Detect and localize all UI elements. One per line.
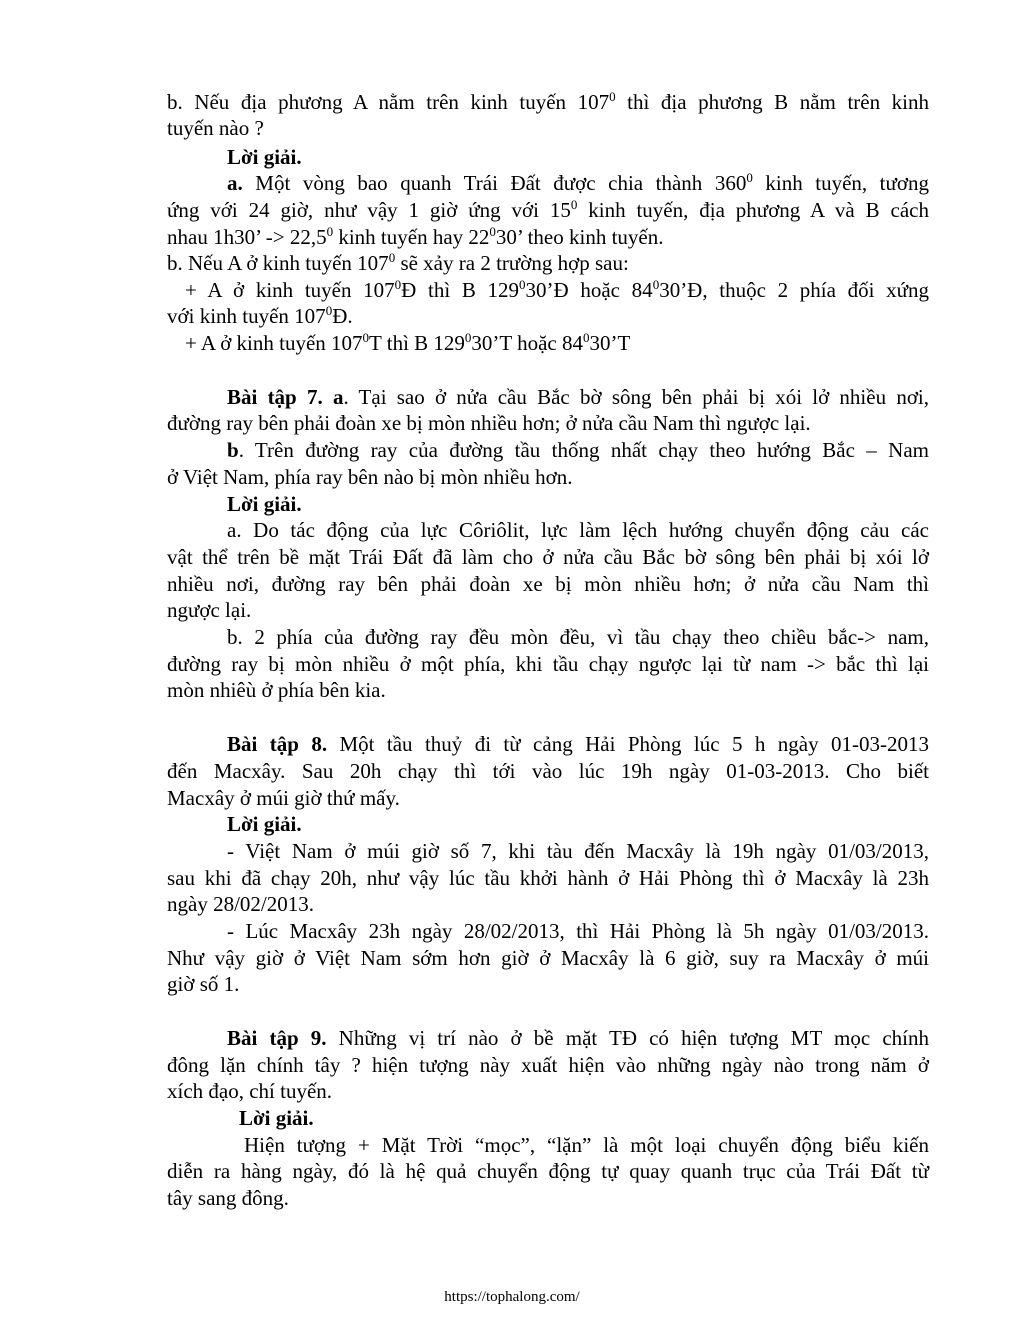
text-span: 30’T hoặc 84 (471, 331, 584, 355)
text-span: b. Nếu địa phương A nằm trên kinh tuyến 107 (167, 90, 610, 114)
text-span: . Tại sao ở nửa cầu Bắc bờ sông bên phải bị xói lở nhiều nơi, (343, 385, 930, 409)
text-line (167, 250, 929, 276)
text-line (167, 865, 929, 891)
text-span: nhiều nơi, đường ray bên phải đoàn xe bị mòn nhiều hơn; ở nửa cầu Nam thì (167, 572, 929, 596)
text-span: tây sang đông. (167, 1186, 289, 1210)
text-line (167, 1052, 929, 1078)
text-line (167, 544, 929, 570)
text-span: + A ở kinh tuyến 107 (185, 278, 395, 302)
bold-text: Lời giải. (227, 145, 302, 169)
degree-superscript: 0 (362, 330, 370, 345)
text-span: Như vậy giờ ở Việt Nam sớm hơn giờ ở Macxây là 6 giờ, suy ra Macxây ở múi (167, 946, 929, 970)
text-span: xích đạo, chí tuyến. (167, 1079, 333, 1103)
text-span: kinh tuyến hay 22 (333, 225, 490, 249)
text-line (167, 1185, 929, 1211)
text-line (227, 918, 929, 944)
text-span: sẽ xảy ra 2 trường hợp sau: (395, 251, 629, 275)
text-line (167, 303, 929, 329)
text-span: đến Macxây. Sau 20h chạy thì tới vào lúc 19h ngày 01-03-2013. Cho biết (167, 759, 929, 783)
degree-superscript: 0 (609, 89, 616, 104)
bold-text: Lời giải. (227, 812, 302, 836)
degree-superscript: 0 (325, 303, 333, 318)
text-line (227, 384, 929, 410)
text-span: vật thể trên bề mặt Trái Đất đã làm cho ở nửa cầu Bắc bờ sông bên phải bị xói lở (167, 545, 929, 569)
text-line (167, 971, 929, 997)
text-line (167, 1078, 929, 1104)
text-line (167, 677, 929, 703)
text-span: 30’ theo kinh tuyến. (495, 225, 664, 249)
text-line (167, 89, 929, 115)
text-span: ứng với 24 giờ, như vậy 1 giờ ứng với 15 (167, 198, 571, 222)
text-line (227, 491, 929, 517)
text-span: với kinh tuyến 107 (167, 304, 326, 328)
bold-text: Bài tập 9. (227, 1026, 327, 1050)
text-span: . Trên đường ray của đường tầu thống nhất chạy theo hướng Bắc – Nam (238, 438, 929, 462)
text-line (167, 785, 929, 811)
text-line (185, 330, 929, 356)
text-line (167, 571, 929, 597)
text-span: Một vòng bao quanh Trái Đất được chia thành 360 (242, 171, 747, 195)
text-span: ngược lại. (167, 598, 252, 622)
text-span: giờ số 1. (167, 972, 240, 996)
text-span: sau khi đã chạy 20h, như vậy lúc tầu khởi hành ở Hải Phòng thì ở Macxây là 23h (167, 866, 929, 890)
text-span: Một tầu thuỷ đi từ cảng Hải Phòng lúc 5 h ngày 01-03-2013 (327, 732, 929, 756)
text-span: b. 2 phía của đường ray đều mòn đều, vì tầu chạy theo chiều bắc-> nam, (227, 625, 929, 649)
text-line (167, 945, 929, 971)
text-line (239, 1105, 929, 1131)
text-line (167, 651, 929, 677)
text-span: Hiện tượng + Mặt Trời “mọc”, “lặn” là một loại chuyển động biểu kiến (244, 1133, 929, 1157)
text-span: + A ở kinh tuyến 107 (185, 331, 363, 355)
text-span: Đ thì B 129 (401, 278, 520, 302)
text-line (227, 517, 929, 543)
text-line (227, 624, 929, 650)
text-line (167, 1158, 929, 1184)
text-line (227, 811, 929, 837)
text-span: 30’T (589, 331, 631, 355)
text-line (185, 277, 929, 303)
text-span: ngày 28/02/2013. (167, 892, 314, 916)
text-span: Đ. (332, 304, 353, 328)
text-line (227, 144, 929, 170)
text-span: Macxây ở múi giờ thứ mấy. (167, 786, 400, 810)
degree-superscript: 0 (652, 277, 660, 292)
text-span: Những vị trí nào ở bề mặt TĐ có hiện tượng MT mọc chính (326, 1026, 929, 1050)
text-line (227, 170, 929, 196)
text-line (167, 410, 929, 436)
text-line (227, 437, 929, 463)
text-line (227, 1025, 929, 1051)
bold-text: Lời giải. (227, 492, 302, 516)
text-span: tuyến nào ? (167, 116, 264, 140)
bold-text: b (227, 438, 239, 462)
text-line (167, 891, 929, 917)
text-line (227, 838, 929, 864)
text-span: T thì B 129 (369, 331, 465, 355)
text-line (167, 464, 929, 490)
text-span: nhau 1h30’ -> 22,5 (167, 225, 327, 249)
text-line (167, 597, 929, 623)
text-line (167, 224, 929, 250)
degree-superscript: 0 (489, 224, 496, 239)
bold-text: Bài tập 7. (227, 385, 323, 409)
text-span: b. Nếu A ở kinh tuyến 107 (167, 251, 389, 275)
degree-superscript: 0 (583, 330, 590, 345)
bold-text: Bài tập 8. (227, 732, 328, 756)
text-line (167, 197, 929, 223)
degree-superscript: 0 (394, 277, 402, 292)
text-line (227, 731, 929, 757)
text-span: a. Do tác động của lực Côriôlit, lực làm lệch hướng chuyển động cảu các (227, 518, 929, 542)
text-line (167, 115, 929, 141)
text-line (244, 1132, 929, 1158)
bold-text: a (332, 385, 344, 409)
footer-url[interactable]: https://tophalong.com/ (444, 1289, 580, 1305)
text-span: đường ray bên phải đoàn xe bị mòn nhiều hơn; ở nửa cầu Nam thì ngược lại. (167, 411, 811, 435)
degree-superscript: 0 (519, 277, 526, 292)
degree-superscript: 0 (464, 330, 472, 345)
text-span: đông lặn chính tây ? hiện tượng này xuất hiện vào những ngày nào trong năm ở (167, 1053, 929, 1077)
degree-superscript: 0 (746, 170, 753, 185)
text-span: kinh tuyến, địa phương A và B cách (577, 198, 929, 222)
text-span: diễn ra hàng ngày, đó là hệ quả chuyển động tự quay quanh trục của Trái Đất từ (167, 1159, 929, 1183)
degree-superscript: 0 (570, 197, 578, 212)
text-line (167, 758, 929, 784)
degree-superscript: 0 (388, 250, 396, 265)
text-span: thì địa phương B nằm trên kinh (615, 90, 929, 114)
text-span: kinh tuyến, tương (752, 171, 929, 195)
text-span: 30’Đ, thuộc 2 phía đối xứng (659, 278, 929, 302)
text-span: - Việt Nam ở múi giờ số 7, khi tàu đến Macxây là 19h ngày 01/03/2013, (227, 839, 929, 863)
text-span: ở Việt Nam, phía ray bên nào bị mòn nhiều hơn. (167, 465, 573, 489)
bold-text: Lời giải. (239, 1106, 314, 1130)
text-span: mòn nhiêù ở phía bên kia. (167, 678, 386, 702)
degree-superscript: 0 (326, 224, 334, 239)
bold-text: a. (227, 171, 243, 195)
text-span (323, 385, 333, 409)
text-span: đường ray bị mòn nhiều ở một phía, khi tầu chạy ngược lại từ nam -> bắc thì lại (167, 652, 929, 676)
text-span: 30’Đ hoặc 84 (525, 278, 653, 302)
text-span: - Lúc Macxây 23h ngày 28/02/2013, thì Hải Phòng là 5h ngày 01/03/2013. (227, 919, 929, 943)
